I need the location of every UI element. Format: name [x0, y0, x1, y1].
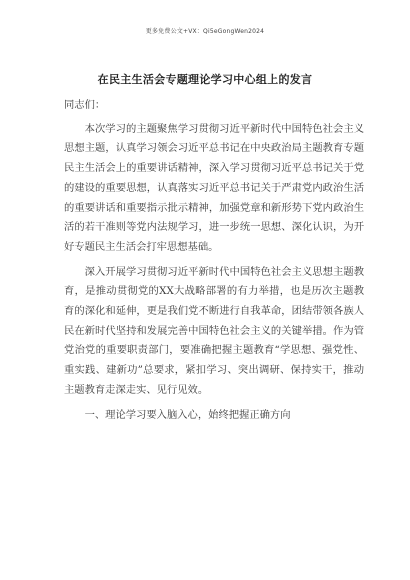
- header-note: 更多免费公文+VX：Qi5eGongWen2024: [145, 28, 265, 35]
- paragraph-1: 本次学习的主题聚焦学习贯彻习近平新时代中国特色社会主义思想主题，认真学习领会习近平总书记在中央政治局主题教育专题民主生活会上的重要讲话精神，深入学习贯彻习近平总书记关于党的建设的重要思想，认真落实习近平总书记关于严肃党内政治生活的重要讲话和重要指示批示精神，加强党章和新形势下党内政治生活的若干准则等党内法规学习，进一步统一思想、深化认识，为开好专题民主生活会打牢思想基础。: [64, 122, 364, 253]
- document-body: [64, 96, 364, 425]
- paragraph-2: 深入开展学习贯彻习近平新时代中国特色社会主义思想主题教育，是推动贯彻党的XX大战略部署的有力举措，也是历次主题教育的深化和延伸，更是我们党不断进行自我革命，团结带领各族人民在新时代坚持和发展完善中国特色社会主义的关键举措。作为管党治党的重要职责部门，要准确把握主题教育“学思想、强党性、重实践、建新功”总要求，紧扣学习、突出调研、保持实干，推动主题教育走深走实、见行见效。: [64, 265, 364, 396]
- salutation: 同志们：: [64, 99, 106, 111]
- document-title: 在民主生活会专题理论学习中心组上的发言: [97, 73, 313, 86]
- section-heading: 一、理论学习要入脑入心，始终把握正确方向: [84, 408, 291, 421]
